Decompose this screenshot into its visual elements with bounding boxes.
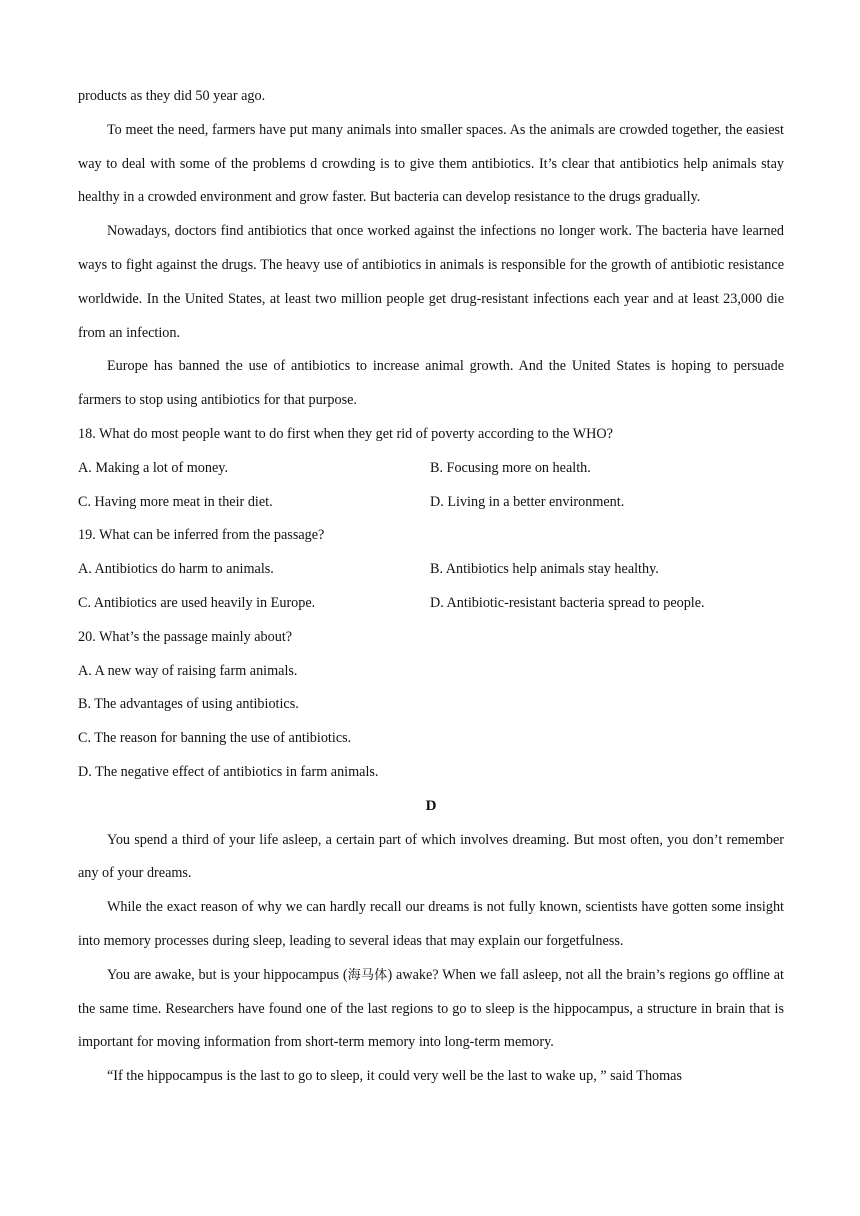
question-18-options-row-1 xyxy=(78,452,784,486)
question-18-option-d: D. Living in a better environment. xyxy=(430,493,625,510)
question-19-option-c: C. Antibiotics are used heavily in Europe. xyxy=(78,594,316,611)
question-19 xyxy=(78,519,784,620)
passage-c-paragraph-1: To meet the need, farmers have put many animals into smaller spaces. As the animals are crowded together, the easiest way to deal with some of the problems d crowding is to give them antibiotics. It’s clear that antibiotics help animals stay healthy in a crowded environment and grow faster. But bacteria can develop resistance to the drugs gradually. xyxy=(78,121,784,206)
passage-d-paragraph-1: You spend a third of your life asleep, a certain part of which involves dreaming. But most often, you don’t remember any of your dreams. xyxy=(78,831,784,882)
question-18 xyxy=(78,418,784,519)
question-19-option-d: D. Antibiotic-resistant bacteria spread to people. xyxy=(430,594,705,611)
question-19-options-row-1 xyxy=(78,553,784,587)
question-19-stem: 19. What can be inferred from the passage? xyxy=(78,527,325,544)
exam-page xyxy=(78,80,784,1094)
question-19-options-row-2 xyxy=(78,587,784,621)
question-20 xyxy=(78,621,784,790)
question-18-options-row-2 xyxy=(78,486,784,520)
passage-d-paragraph-4: “If the hippocampus is the last to go to sleep, it could very well be the last to wake up, ” said Thomas xyxy=(107,1068,682,1085)
question-18-option-c: C. Having more meat in their diet. xyxy=(78,493,273,510)
question-20-option-c: C. The reason for banning the use of antibiotics. xyxy=(78,730,352,747)
passage-c-paragraph-2: Nowadays, doctors find antibiotics that once worked against the infections no longer work. The bacteria have learned ways to fight against the drugs. The heavy use of antibiotics in animals is responsible for the growth of antibiotic resistance worldwide. In the United States, at least two million people get drug-resistant infections each year and at least 23,000 die from an infection. xyxy=(78,223,784,341)
passage-d-paragraph-3-text-start: You are awake, but is your hippocampus ( xyxy=(107,966,348,983)
question-19-option-a: A. Antibiotics do harm to animals. xyxy=(78,561,274,578)
passage-d-heading: D xyxy=(425,797,437,814)
passage-c-paragraph-3: Europe has banned the use of antibiotics to increase animal growth. And the United States is hoping to persuade farmers to stop using antibiotics for that purpose. xyxy=(78,358,784,409)
question-18-option-a: A. Making a lot of money. xyxy=(78,459,228,476)
passage-d-paragraph-3-text-end: ) awake? When we fall asleep, not all the brain’s regions go offline at the same time. Researchers have found one of the last regions to go to sleep is the hippocampus, a structure in brain that is important for moving information from short-term memory into long-term memory. xyxy=(78,966,784,1051)
hippocampus-chinese-term: 海马体 xyxy=(347,967,388,983)
question-19-option-b: B. Antibiotics help animals stay healthy. xyxy=(430,561,659,578)
question-20-option-d: D. The negative effect of antibiotics in farm animals. xyxy=(78,763,379,780)
passage-c-paragraph-continued: products as they did 50 year ago. xyxy=(78,88,266,104)
question-18-option-b: B. Focusing more on health. xyxy=(430,459,591,476)
question-18-stem: 18. What do most people want to do first when they get rid of poverty according to the WHO? xyxy=(78,425,613,442)
question-20-stem: 20. What’s the passage mainly about? xyxy=(78,628,293,645)
question-20-option-b: B. The advantages of using antibiotics. xyxy=(78,696,299,713)
passage-d-paragraph-3 xyxy=(78,959,784,1060)
passage-d-paragraph-2: While the exact reason of why we can hardly recall our dreams is not fully known, scientists have gotten some insight into memory processes during sleep, leading to several ideas that may explain our forgetfulness. xyxy=(78,899,784,949)
question-20-option-a: A. A new way of raising farm animals. xyxy=(78,662,298,679)
